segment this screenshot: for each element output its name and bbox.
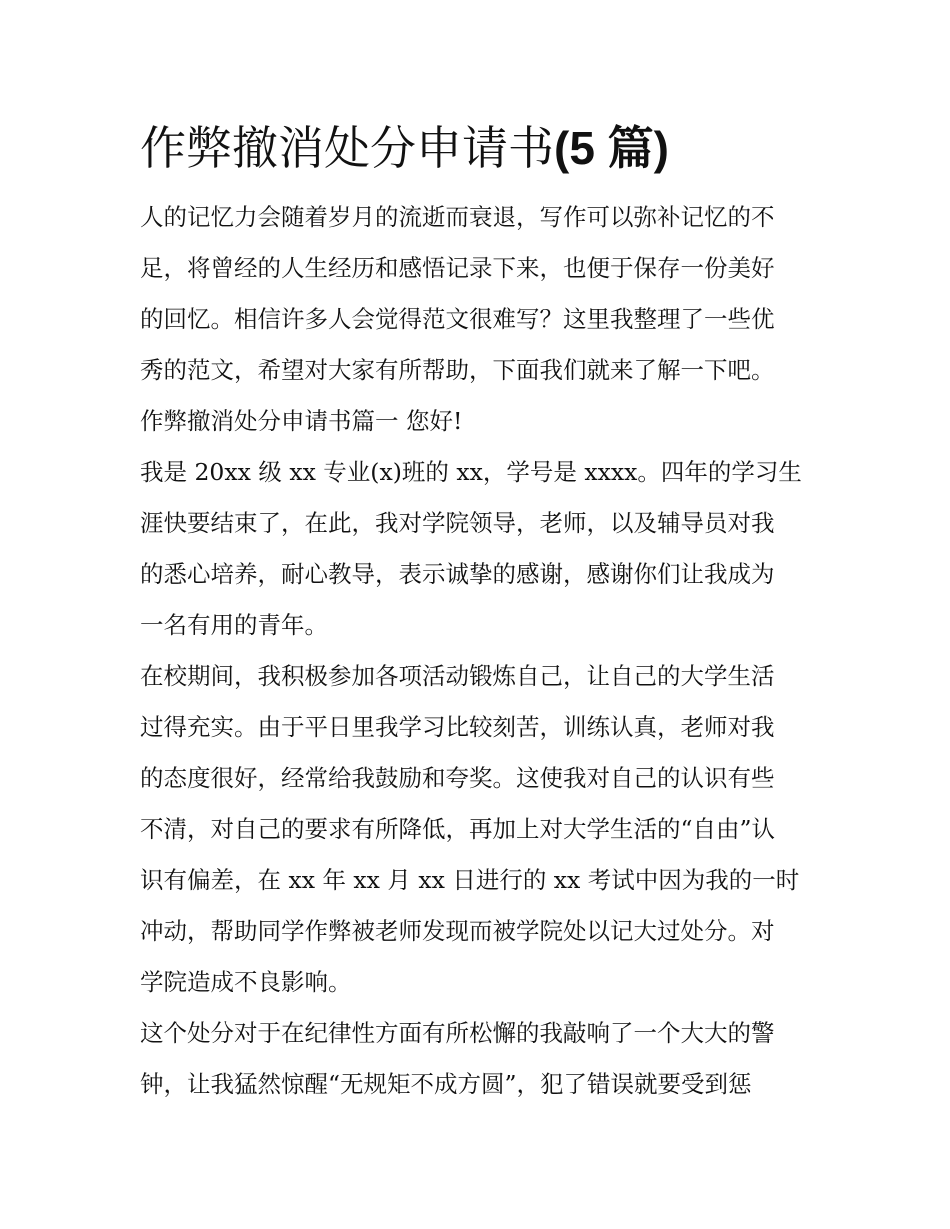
text-line: 这个处分对于在纪律性方面有所松懈的我敲响了一个大大的警 bbox=[140, 1019, 775, 1047]
text-line: 过得充实。由于平日里我学习比较刻苦，训练认真，老师对我 bbox=[140, 713, 775, 741]
title-suffix-text: (5 篇) bbox=[554, 122, 669, 174]
text-line: 钟，让我猛然惊醒“无规矩不成方圆”，犯了错误就要受到惩 bbox=[140, 1070, 752, 1098]
text-line: 不清，对自己的要求有所降低，再加上对大学生活的“自由”认 bbox=[140, 815, 776, 843]
body-paragraph-1 bbox=[140, 447, 820, 651]
text-line: 冲动，帮助同学作弊被老师发现而被学院处以记大过处分。对 bbox=[140, 917, 775, 945]
document-title bbox=[140, 118, 669, 178]
text-line: 人的记忆力会随着岁月的流逝而衰退，写作可以弥补记忆的不 bbox=[140, 203, 775, 231]
text-line: 秀的范文，希望对大家有所帮助，下面我们就来了解一下吧。 bbox=[140, 356, 775, 384]
text-line: 的回忆。相信许多人会觉得范文很难写？这里我整理了一些优 bbox=[140, 305, 775, 333]
section-heading-line bbox=[140, 396, 820, 447]
body-paragraph-3 bbox=[140, 1008, 820, 1110]
text-line: 识有偏差，在 xx 年 xx 月 xx 日进行的 xx 考试中因为我的一时 bbox=[140, 866, 800, 894]
text-line: 的悉心培养，耐心教导，表示诚挚的感谢，感谢你们让我成为 bbox=[140, 560, 775, 588]
text-line: 的态度很好，经常给我鼓励和夸奖。这使我对自己的认识有些 bbox=[140, 764, 775, 792]
title-main-text: 作弊撤消处分申请书 bbox=[140, 121, 554, 175]
text-line: 足，将曾经的人生经历和感悟记录下来，也便于保存一份美好 bbox=[140, 254, 775, 282]
text-line: 涯快要结束了，在此，我对学院领导，老师，以及辅导员对我 bbox=[140, 509, 775, 537]
text-line: 我是 20xx 级 xx 专业(x)班的 xx，学号是 xxxx。四年的学习生 bbox=[140, 458, 802, 486]
text-line: 一名有用的青年。 bbox=[140, 611, 328, 639]
text-line: 学院造成不良影响。 bbox=[140, 968, 352, 996]
text-line: 在校期间，我积极参加各项活动锻炼自己，让自己的大学生活 bbox=[140, 662, 775, 690]
intro-paragraph bbox=[140, 192, 820, 396]
text-line: 作弊撤消处分申请书篇一 您好! bbox=[140, 407, 463, 435]
body-paragraph-2 bbox=[140, 651, 820, 1008]
